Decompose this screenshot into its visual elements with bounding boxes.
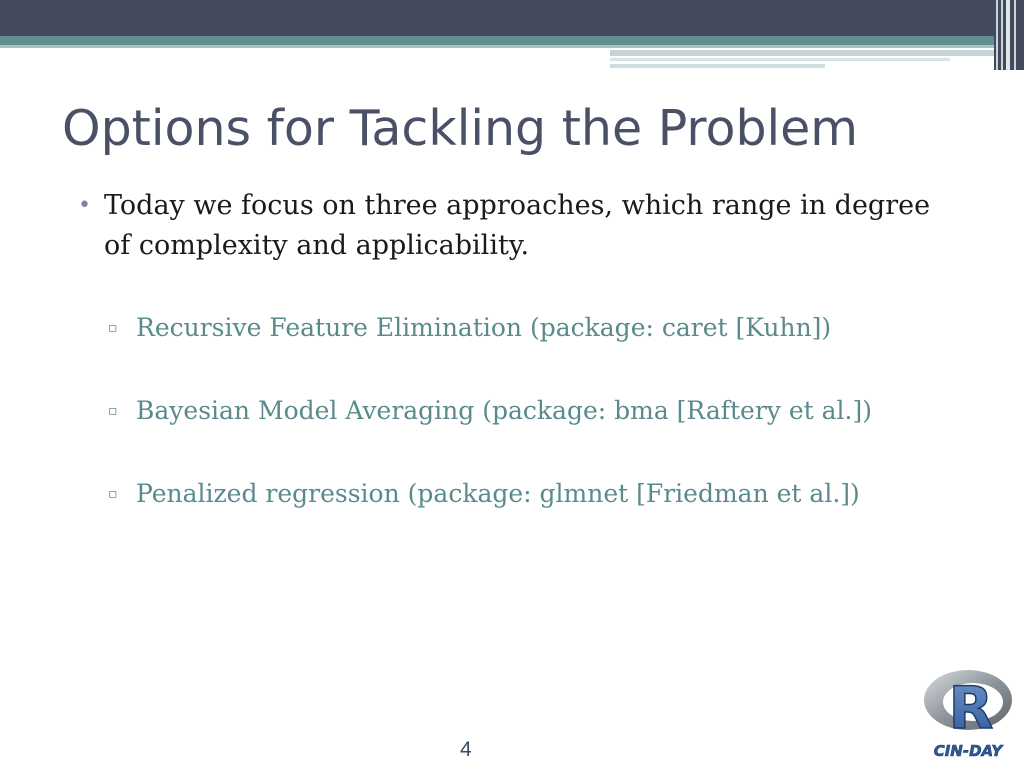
sub-bullet-item: [108, 391, 958, 431]
sub-bullet-item: [108, 474, 958, 514]
sub-bullet-text: Penalized regression (package: glmnet [Friedman et al.]): [136, 479, 860, 508]
sub-bullet-text: Bayesian Model Averaging (package: bma [Raftery et al.]): [136, 396, 872, 425]
logo-caption: CIN-DAY: [933, 742, 1003, 760]
header-band-dark: [0, 0, 1024, 36]
header-band-light: [0, 45, 1024, 48]
bullet-dot-icon: •: [78, 193, 91, 218]
header-accent-line: [610, 64, 825, 68]
square-bullet-icon: ▫: [108, 486, 118, 502]
sub-bullet-list: [78, 308, 958, 514]
header-accent-line: [610, 50, 1010, 56]
header-band-teal: [0, 36, 1024, 45]
logo-letter: R: [948, 674, 994, 742]
page-number: 4: [460, 738, 472, 761]
slide-content: [78, 186, 958, 557]
square-bullet-icon: ▫: [108, 403, 118, 419]
slide-title: Options for Tackling the Problem: [62, 100, 859, 157]
main-bullet-text: Today we focus on three approaches, which range in degree of complexity and applicability.: [104, 190, 931, 261]
square-bullet-icon: ▫: [108, 320, 118, 336]
r-logo-icon: [918, 662, 1018, 762]
sub-bullet-text: Recursive Feature Elimination (package: caret [Kuhn]): [136, 313, 832, 342]
header-edge-lines: [994, 0, 1024, 70]
main-bullet: [78, 186, 958, 266]
header-accent-line: [610, 58, 950, 61]
sub-bullet-item: [108, 308, 958, 348]
